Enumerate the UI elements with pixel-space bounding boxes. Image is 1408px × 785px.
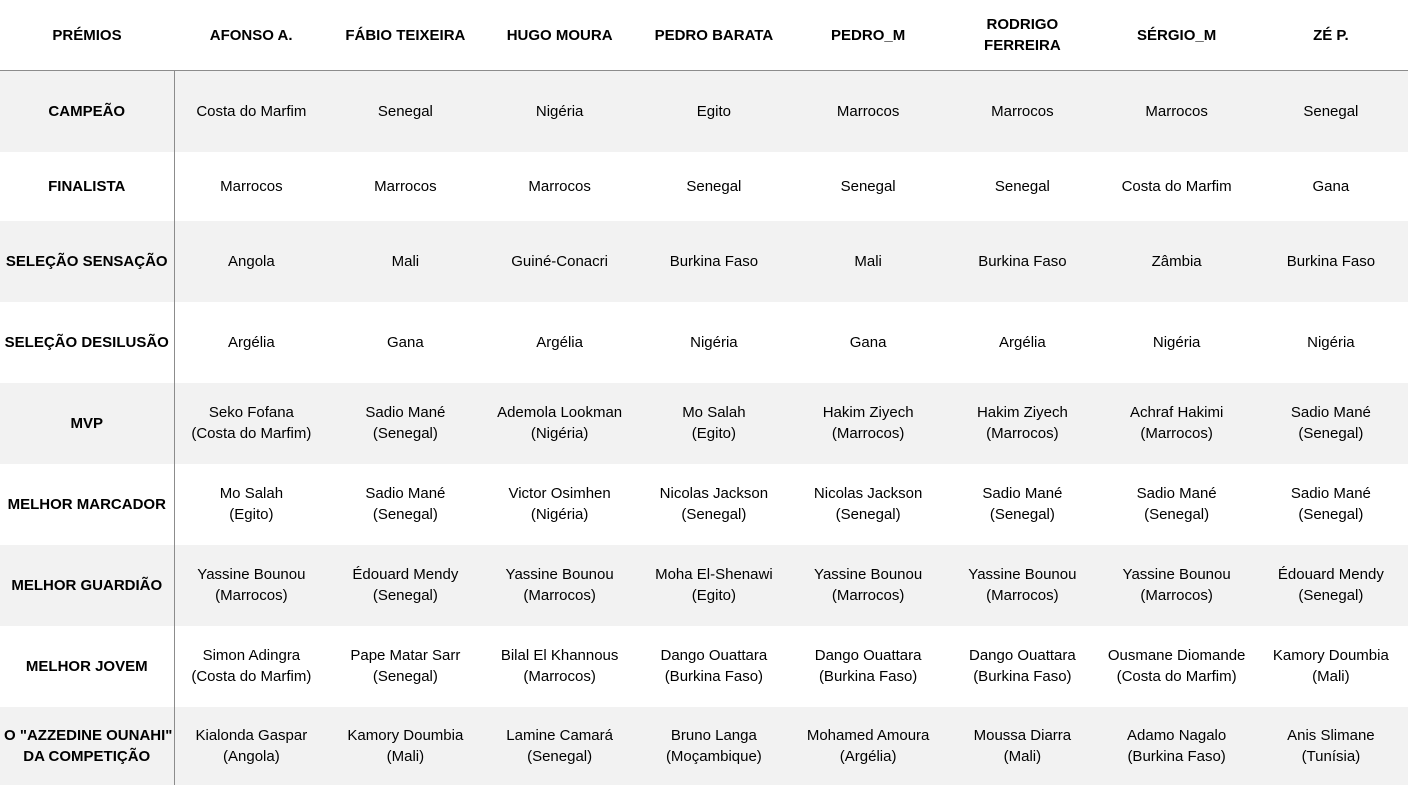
prediction-country: (Costa do Marfim)	[191, 668, 312, 685]
award-label	[0, 545, 174, 626]
prediction-value: Nigéria	[1152, 333, 1201, 351]
prediction-value: Zâmbia	[1151, 252, 1202, 270]
prediction-country: (Egito)	[691, 587, 736, 604]
prediction-cell	[791, 626, 945, 707]
prediction-value: Anis Slimane	[1287, 726, 1375, 744]
prediction-country: (Senegal)	[1144, 506, 1210, 523]
award-row	[0, 464, 1408, 545]
award-label	[0, 152, 174, 221]
prediction-cell	[637, 383, 791, 464]
award-row	[0, 152, 1408, 221]
prediction-cell	[174, 383, 328, 464]
prediction-cell	[637, 626, 791, 707]
prediction-value: Sadio Mané	[365, 404, 446, 421]
prediction-country: (Marrocos)	[215, 587, 288, 604]
prediction-value: Nigéria	[690, 333, 738, 351]
award-label-line: MELHOR JOVEM	[25, 657, 148, 675]
prediction-country: (Senegal)	[372, 587, 438, 604]
prediction-cell	[483, 626, 637, 707]
prediction-country: (Senegal)	[835, 506, 901, 523]
prediction-value: Egito	[696, 102, 731, 120]
prediction-value: Mo Salah	[219, 485, 284, 502]
prediction-cell	[1100, 221, 1254, 302]
prediction-value: Sadio Mané	[365, 485, 446, 502]
prediction-cell	[328, 71, 482, 152]
award-row	[0, 302, 1408, 383]
header-player: SÉRGIO_M	[1100, 0, 1254, 71]
prediction-cell	[1254, 221, 1408, 302]
prediction-country: (Nigéria)	[530, 506, 589, 523]
prediction-cell	[1100, 302, 1254, 383]
prediction-value: Yassine Bounou	[197, 566, 306, 583]
prediction-value: Victor Osimhen	[508, 485, 611, 502]
prediction-cell	[1254, 545, 1408, 626]
prediction-value: Burkina Faso	[978, 252, 1067, 270]
prediction-value: Senegal	[994, 177, 1050, 195]
prediction-country: (Tunísia)	[1301, 747, 1361, 765]
prediction-value: Lamine Camará	[506, 726, 613, 744]
prediction-value: Angola	[228, 252, 275, 270]
prediction-cell	[791, 707, 945, 785]
prediction-value: Hakim Ziyech	[976, 404, 1068, 421]
prediction-cell	[1100, 464, 1254, 545]
award-label-line: MVP	[70, 414, 103, 432]
award-row	[0, 707, 1408, 785]
prediction-cell	[945, 707, 1099, 785]
prediction-value: Sadio Mané	[982, 485, 1063, 502]
prediction-cell	[328, 464, 482, 545]
header-player: AFONSO A.	[174, 0, 328, 71]
prediction-cell	[945, 464, 1099, 545]
award-label	[0, 626, 174, 707]
prediction-country: (Senegal)	[372, 506, 438, 523]
prediction-country: (Senegal)	[372, 425, 438, 442]
prediction-value: Burkina Faso	[1286, 252, 1376, 270]
prediction-country: (Senegal)	[372, 668, 438, 685]
prediction-country: (Senegal)	[527, 747, 593, 765]
prediction-country: (Mali)	[1003, 747, 1042, 765]
prediction-country: (Senegal)	[1298, 506, 1364, 523]
prediction-cell	[1100, 626, 1254, 707]
prediction-cell	[174, 152, 328, 221]
award-row	[0, 221, 1408, 302]
prediction-cell	[945, 221, 1099, 302]
prediction-value: Argélia	[536, 333, 583, 351]
header-awards: PRÉMIOS	[0, 0, 174, 71]
prediction-country: (Costa do Marfim)	[191, 425, 312, 442]
prediction-country: (Costa do Marfim)	[1116, 668, 1237, 685]
prediction-value: Senegal	[686, 177, 742, 195]
prediction-cell	[483, 707, 637, 785]
prediction-cell	[483, 221, 637, 302]
prediction-cell	[483, 152, 637, 221]
prediction-cell	[637, 71, 791, 152]
prediction-value: Bilal El Khannous	[500, 647, 619, 664]
prediction-country: (Senegal)	[1298, 425, 1364, 442]
award-label	[0, 707, 174, 785]
prediction-value: Ousmane Diomande	[1107, 647, 1246, 664]
prediction-cell	[637, 464, 791, 545]
prediction-value: Mo Salah	[682, 404, 746, 421]
prediction-cell	[945, 383, 1099, 464]
prediction-value: Seko Fofana	[208, 404, 294, 421]
prediction-value: Achraf Hakimi	[1129, 404, 1224, 421]
prediction-cell	[637, 545, 791, 626]
award-label-line: SELEÇÃO SENSAÇÃO	[5, 252, 168, 270]
prediction-country: (Senegal)	[1298, 587, 1364, 604]
header-row	[0, 0, 1408, 71]
prediction-cell	[945, 71, 1099, 152]
prediction-cell	[1100, 545, 1254, 626]
prediction-cell	[637, 302, 791, 383]
prediction-country: (Senegal)	[989, 506, 1055, 523]
prediction-value: Mohamed Amoura	[806, 726, 930, 744]
prediction-cell	[328, 302, 482, 383]
prediction-cell	[328, 152, 482, 221]
prediction-value: Dango Ouattara	[969, 647, 1076, 664]
prediction-value: Sadio Mané	[1290, 404, 1371, 421]
prediction-cell	[945, 545, 1099, 626]
prediction-cell	[483, 383, 637, 464]
prediction-cell	[1100, 707, 1254, 785]
prediction-value: Mali	[854, 252, 882, 270]
prediction-value: Marrocos	[991, 102, 1054, 120]
prediction-value: Marrocos	[374, 177, 437, 195]
prediction-value: Gana	[1312, 177, 1350, 195]
prediction-country: (Egito)	[229, 506, 274, 523]
header-player: FÁBIO TEIXEIRA	[328, 0, 482, 71]
prediction-cell	[174, 221, 328, 302]
prediction-cell	[174, 71, 328, 152]
prediction-cell	[174, 626, 328, 707]
prediction-country: (Moçambique)	[665, 747, 762, 765]
prediction-cell	[791, 152, 945, 221]
prediction-value: Édouard Mendy	[1277, 566, 1384, 583]
prediction-cell	[174, 545, 328, 626]
prediction-cell	[791, 383, 945, 464]
prediction-cell	[637, 221, 791, 302]
prediction-country: (Mali)	[386, 747, 425, 765]
award-label-line: O "AZZEDINE OUNAHI"	[4, 726, 173, 744]
prediction-value: Adamo Nagalo	[1127, 726, 1227, 744]
prediction-cell	[791, 545, 945, 626]
prediction-cell	[328, 626, 482, 707]
prediction-cell	[945, 626, 1099, 707]
prediction-cell	[328, 221, 482, 302]
prediction-cell	[1254, 71, 1408, 152]
award-label	[0, 383, 174, 464]
prediction-cell	[328, 545, 482, 626]
prediction-country: (Argélia)	[839, 747, 897, 765]
award-row	[0, 71, 1408, 152]
prediction-cell	[791, 302, 945, 383]
award-label	[0, 464, 174, 545]
header-player: PEDRO_M	[791, 0, 945, 71]
prediction-cell	[174, 302, 328, 383]
prediction-country: (Marrocos)	[986, 425, 1059, 442]
prediction-country: (Egito)	[691, 425, 736, 442]
prediction-country: (Burkina Faso)	[664, 668, 764, 685]
award-label	[0, 221, 174, 302]
prediction-value: Sadio Mané	[1136, 485, 1217, 502]
prediction-country: (Marrocos)	[523, 668, 596, 685]
prediction-cell	[637, 152, 791, 221]
prediction-value: Nicolas Jackson	[659, 485, 769, 502]
prediction-cell	[1254, 464, 1408, 545]
prediction-value: Costa do Marfim	[196, 102, 307, 120]
prediction-country: (Burkina Faso)	[818, 668, 918, 685]
prediction-value: Nigéria	[535, 102, 584, 120]
award-label	[0, 302, 174, 383]
prediction-cell	[1100, 383, 1254, 464]
prediction-value: Yassine Bounou	[968, 566, 1077, 583]
prediction-value: Marrocos	[1145, 102, 1208, 120]
prediction-country: (Marrocos)	[1140, 587, 1213, 604]
prediction-country: (Marrocos)	[831, 587, 905, 604]
prediction-value: Moha El-Shenawi	[655, 566, 773, 583]
prediction-value: Senegal	[377, 102, 433, 120]
prediction-country: (Marrocos)	[831, 425, 905, 442]
prediction-value: Marrocos	[528, 177, 591, 195]
prediction-cell	[1100, 152, 1254, 221]
prediction-value: Argélia	[999, 333, 1046, 351]
prediction-cell	[1254, 707, 1408, 785]
prediction-value: Mali	[391, 252, 420, 270]
prediction-value: Kialonda Gaspar	[195, 726, 308, 744]
award-label-line: SELEÇÃO DESILUSÃO	[4, 333, 169, 351]
prediction-value: Sadio Mané	[1290, 485, 1371, 502]
prediction-value: Moussa Diarra	[973, 726, 1072, 744]
award-row	[0, 545, 1408, 626]
prediction-value: Dango Ouattara	[660, 647, 768, 664]
prediction-value: Yassine Bounou	[814, 566, 923, 583]
prediction-value: Senegal	[840, 177, 896, 195]
prediction-country: (Nigéria)	[530, 425, 589, 442]
prediction-cell	[174, 707, 328, 785]
prediction-cell	[483, 464, 637, 545]
header-player: HUGO MOURA	[483, 0, 637, 71]
prediction-value: Hakim Ziyech	[822, 404, 914, 421]
prediction-value: Guiné-Conacri	[511, 252, 608, 270]
prediction-country: (Marrocos)	[523, 587, 596, 604]
prediction-value: Bruno Langa	[670, 726, 757, 744]
award-label-line: CAMPEÃO	[48, 102, 126, 120]
header-player: RODRIGO FERREIRA	[945, 0, 1099, 71]
prediction-value: Kamory Doumbia	[347, 726, 464, 744]
award-label-line: MELHOR GUARDIÃO	[11, 576, 163, 594]
prediction-country: (Marrocos)	[1140, 425, 1213, 442]
prediction-value: Ademola Lookman	[497, 404, 623, 421]
prediction-country: (Burkina Faso)	[973, 668, 1072, 685]
award-row	[0, 626, 1408, 707]
prediction-value: Nicolas Jackson	[813, 485, 923, 502]
prediction-cell	[791, 464, 945, 545]
prediction-value: Kamory Doumbia	[1272, 647, 1389, 664]
award-label	[0, 71, 174, 152]
prediction-cell	[945, 302, 1099, 383]
prediction-country: (Mali)	[1312, 668, 1350, 685]
prediction-cell	[1254, 626, 1408, 707]
prediction-cell	[328, 383, 482, 464]
prediction-value: Burkina Faso	[669, 252, 759, 270]
prediction-value: Nigéria	[1307, 333, 1355, 351]
prediction-value: Senegal	[1303, 102, 1359, 120]
prediction-cell	[1254, 302, 1408, 383]
prediction-country: (Marrocos)	[986, 587, 1059, 604]
award-row	[0, 383, 1408, 464]
prediction-country: (Senegal)	[681, 506, 747, 523]
prediction-value: Pape Matar Sarr	[350, 647, 461, 664]
prediction-cell	[791, 71, 945, 152]
prediction-cell	[328, 707, 482, 785]
prediction-value: Costa do Marfim	[1121, 177, 1232, 195]
prediction-cell	[1100, 71, 1254, 152]
prediction-cell	[483, 71, 637, 152]
prediction-country: (Angola)	[223, 747, 280, 765]
prediction-cell	[1254, 152, 1408, 221]
prediction-value: Dango Ouattara	[814, 647, 922, 664]
prediction-value: Argélia	[228, 333, 275, 351]
award-label-line: DA COMPETIÇÃO	[23, 747, 151, 765]
prediction-value: Gana	[387, 333, 424, 351]
prediction-value: Marrocos	[220, 177, 283, 195]
prediction-cell	[483, 302, 637, 383]
prediction-value: Édouard Mendy	[352, 566, 459, 583]
prediction-value: Yassine Bounou	[1122, 566, 1231, 583]
prediction-cell	[637, 707, 791, 785]
prediction-value: Gana	[849, 333, 887, 351]
prediction-country: (Burkina Faso)	[1127, 747, 1226, 765]
prediction-cell	[1254, 383, 1408, 464]
prediction-cell	[945, 152, 1099, 221]
prediction-cell	[174, 464, 328, 545]
prediction-value: Yassine Bounou	[505, 566, 614, 583]
prediction-cell	[791, 221, 945, 302]
header-player: ZÉ P.	[1254, 0, 1408, 71]
award-label-line: MELHOR MARCADOR	[7, 495, 166, 513]
prediction-cell	[483, 545, 637, 626]
prediction-value: Marrocos	[836, 102, 900, 120]
prediction-value: Simon Adingra	[202, 647, 301, 664]
header-player: PEDRO BARATA	[637, 0, 791, 71]
award-label-line: FINALISTA	[48, 177, 126, 195]
